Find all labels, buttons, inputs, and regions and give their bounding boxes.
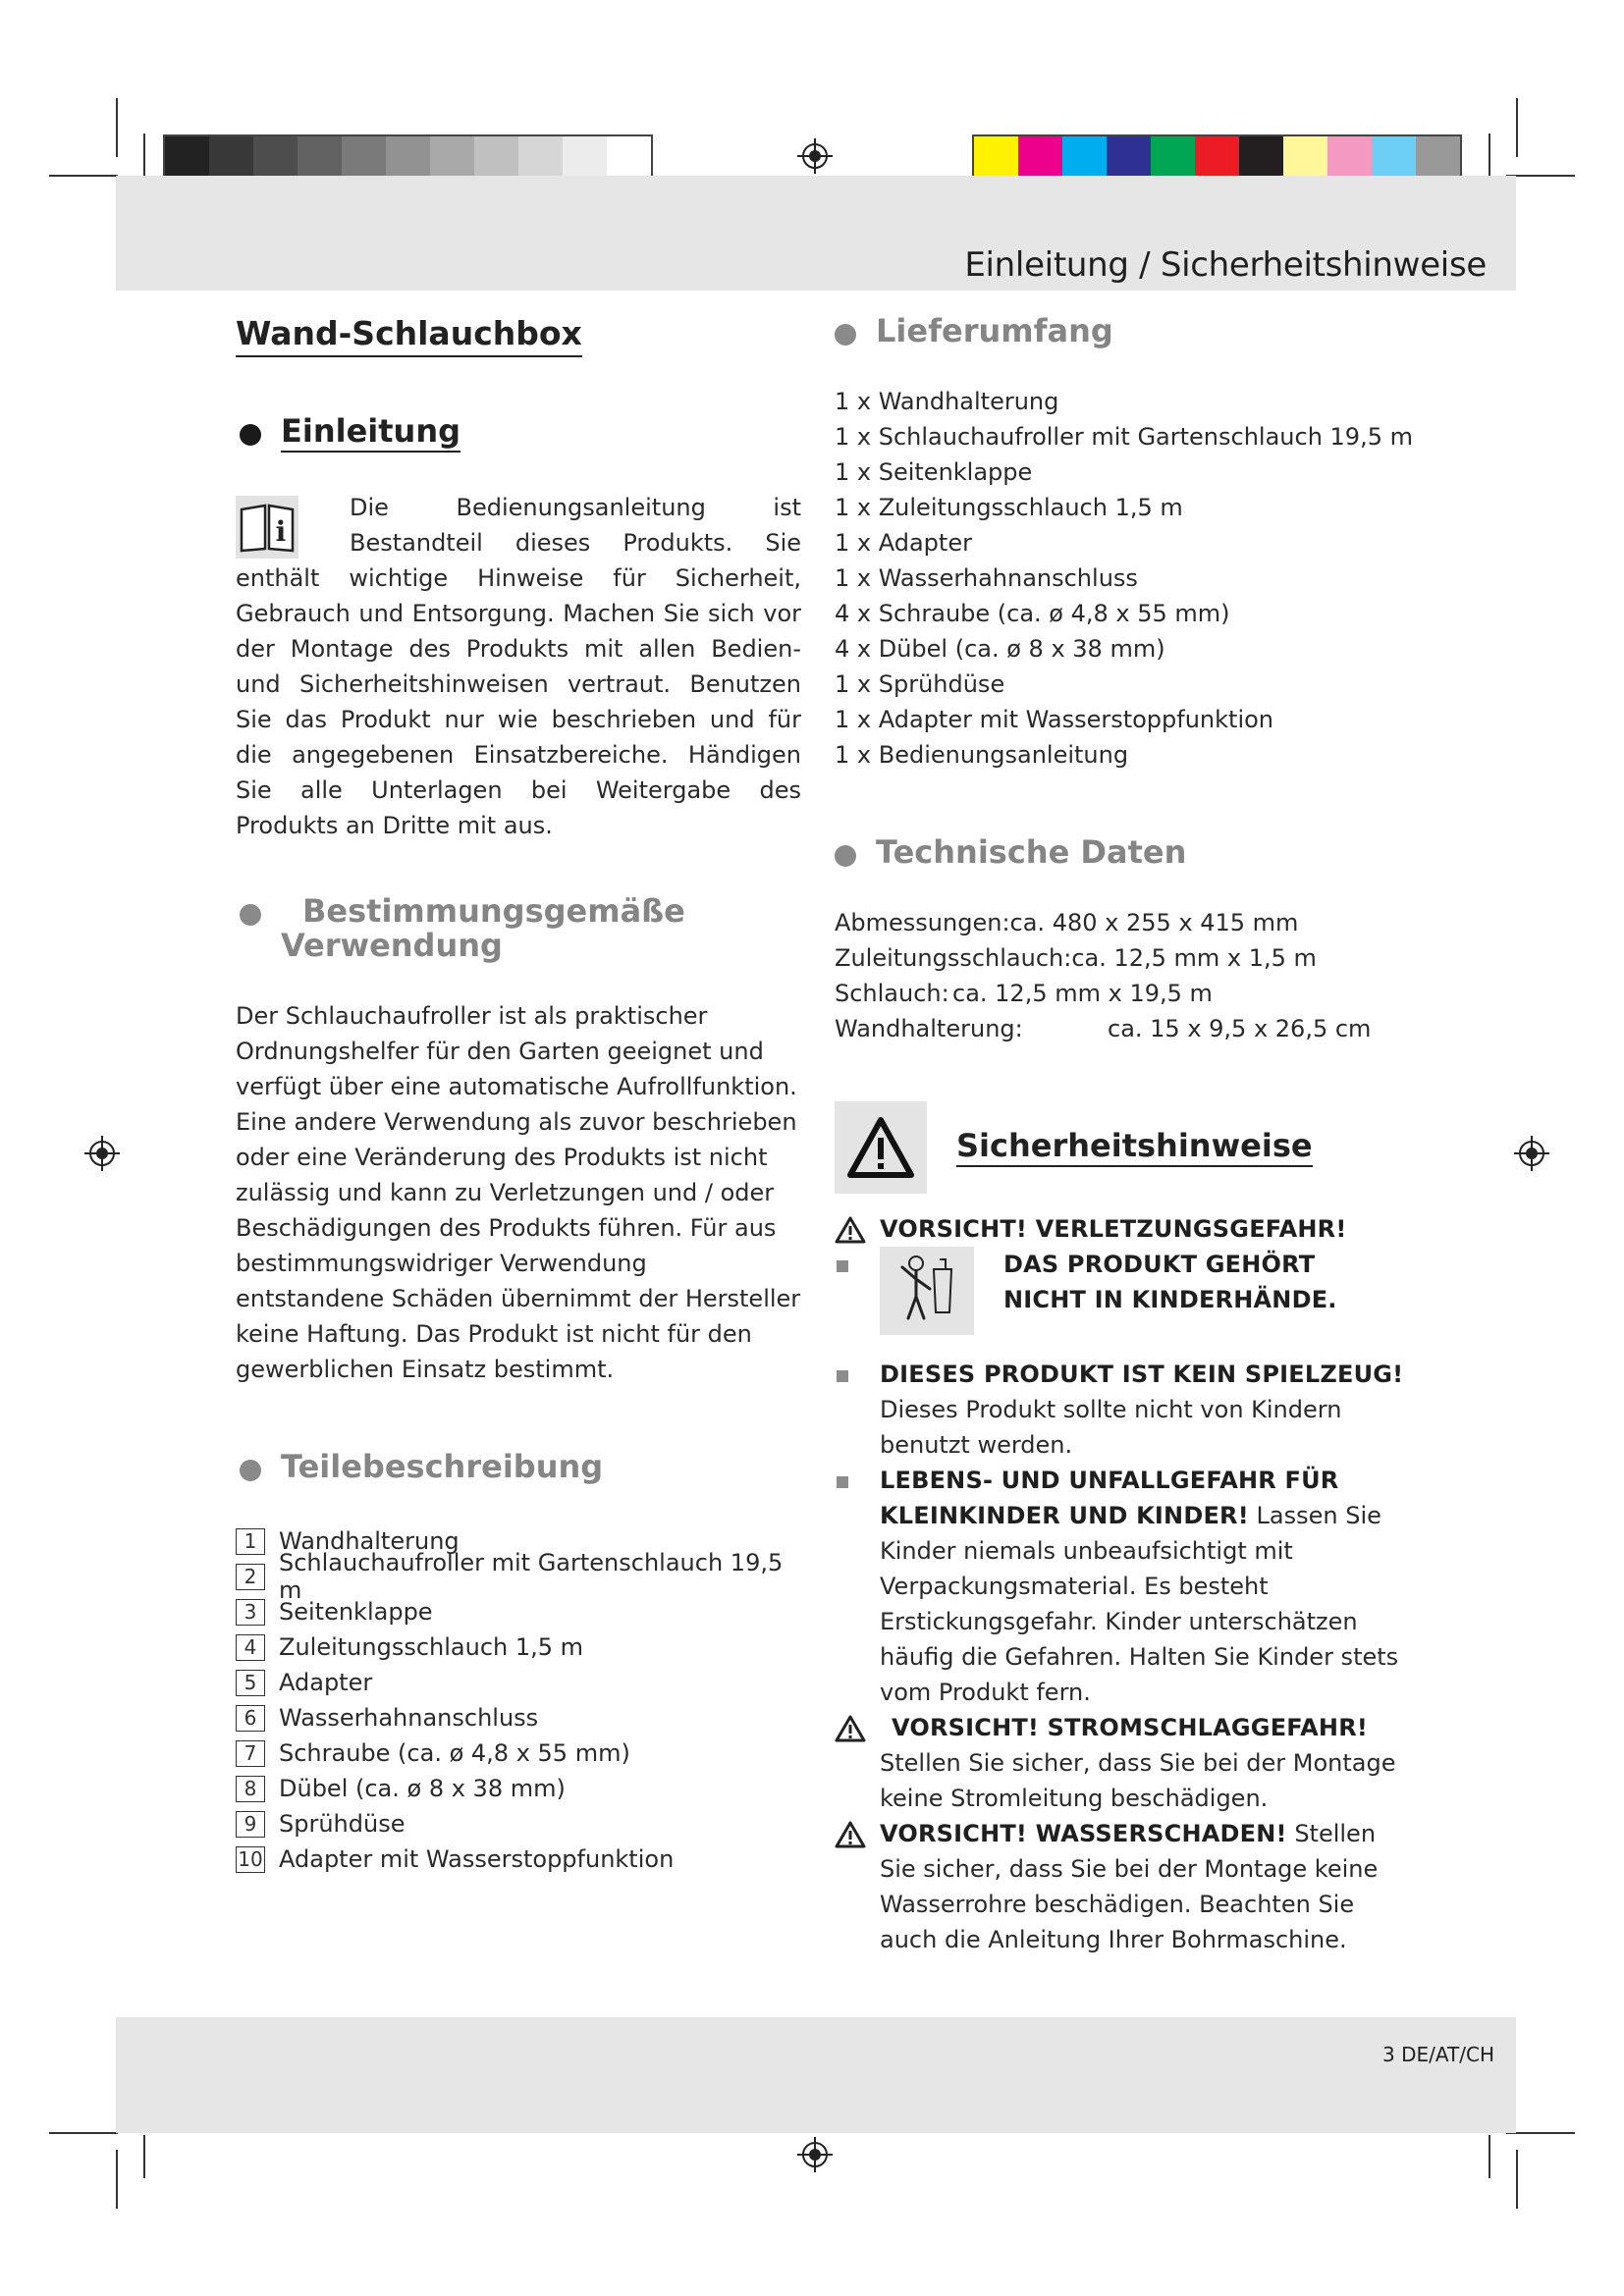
parts-list-item xyxy=(236,1549,801,1605)
electric-warning-text: Stellen Sie sicher, dass Sie bei der Montage keine Stromleitung beschädigen. xyxy=(880,1749,1396,1813)
parts-list-item xyxy=(236,1700,801,1735)
part-number: 4 xyxy=(236,1634,265,1661)
color-swatch xyxy=(1327,136,1372,176)
delivery-list-item: 1 x Bedienungsanleitung xyxy=(835,741,1129,770)
part-number: 7 xyxy=(236,1740,265,1767)
gray-swatch xyxy=(342,136,386,176)
einleitung-body xyxy=(236,490,801,843)
parts-list-item xyxy=(236,1842,801,1877)
header-title: Einleitung / Sicherheitshinweise xyxy=(964,245,1487,285)
warning-toy xyxy=(835,1357,1414,1463)
warning-triangle-icon xyxy=(835,1101,927,1194)
registration-mark-icon xyxy=(797,2137,833,2172)
delivery-list-item: 1 x Adapter xyxy=(835,529,972,558)
life-warning-heading: LEBENS- UND UNFALLGEFAHR FÜR KLEINKINDER UND KINDER! xyxy=(880,1467,1339,1530)
part-label: Dübel (ca. ø 8 x 38 mm) xyxy=(279,1775,566,1803)
part-label: Wasserhahnanschluss xyxy=(279,1704,539,1733)
warning-life xyxy=(835,1463,1414,1710)
color-swatch xyxy=(1195,136,1239,176)
delivery-list-item: 1 x Wasserhahnanschluss xyxy=(835,564,1138,593)
warning-water xyxy=(835,1816,1414,1957)
technical-value: ca. 15 x 9,5 x 26,5 cm xyxy=(1108,1015,1372,1043)
section-verwendung xyxy=(236,891,801,964)
section-heading: Einleitung xyxy=(281,414,460,453)
color-swatch xyxy=(1062,136,1107,176)
delivery-list-item: 1 x Wandhalterung xyxy=(835,388,1059,416)
page-header xyxy=(116,176,1516,291)
section-teilebeschreibung xyxy=(236,1450,801,1484)
part-label: Schraube (ca. ø 4,8 x 55 mm) xyxy=(279,1739,630,1768)
crop-mark xyxy=(116,98,118,157)
delivery-list-item: 1 x Zuleitungsschlauch 1,5 m xyxy=(835,494,1183,522)
gray-swatch xyxy=(430,136,474,176)
technical-value: ca. 12,5 mm x 1,5 m xyxy=(1071,944,1317,973)
crop-mark xyxy=(1489,2135,1490,2178)
part-label: Sprühdüse xyxy=(279,1810,406,1839)
parts-list-item xyxy=(236,1806,801,1842)
gray-calibration-bar xyxy=(163,134,653,178)
registration-mark-icon xyxy=(797,138,833,174)
water-warning-heading: VORSICHT! WASSERSCHADEN! xyxy=(880,1820,1287,1848)
square-bullet-icon xyxy=(837,1370,848,1382)
section-technische-daten xyxy=(831,835,1414,870)
warning-small-icon xyxy=(835,1715,866,1742)
gray-swatch xyxy=(165,136,209,176)
crop-mark xyxy=(1516,98,1518,157)
part-label: Adapter xyxy=(279,1669,373,1697)
parts-list xyxy=(236,1523,801,1877)
gray-swatch xyxy=(298,136,342,176)
document-title: Wand-Schlauchbox xyxy=(236,314,582,357)
delivery-list-item: 1 x Schlauchaufroller mit Gartenschlauch 19,5 m xyxy=(835,423,1413,452)
bullet-dot-icon xyxy=(240,424,261,446)
color-swatch xyxy=(1416,136,1460,176)
warning-small-icon xyxy=(835,1216,866,1244)
crop-mark xyxy=(1489,133,1490,177)
gray-swatch xyxy=(518,136,563,176)
registration-mark-icon xyxy=(1514,1136,1549,1171)
svg-text:i: i xyxy=(275,514,287,548)
color-swatch xyxy=(1018,136,1062,176)
warning-injury xyxy=(835,1211,1414,1247)
manual-info-icon xyxy=(236,496,298,559)
color-calibration-bar xyxy=(972,134,1462,178)
warning-small-icon xyxy=(835,1821,866,1848)
bullet-dot-icon xyxy=(240,904,261,926)
crop-mark xyxy=(49,175,118,177)
parts-list-item xyxy=(236,1735,801,1771)
part-number: 6 xyxy=(236,1705,265,1732)
section-lieferumfang xyxy=(831,314,1414,348)
part-label: Schlauchaufroller mit Gartenschlauch 19,5 m xyxy=(279,1549,784,1605)
technical-data-row xyxy=(835,976,1414,1011)
delivery-list-item: 4 x Schraube (ca. ø 4,8 x 55 mm) xyxy=(835,600,1230,628)
parts-list-item xyxy=(236,1665,801,1700)
bullet-dot-icon xyxy=(835,845,856,867)
crop-mark xyxy=(143,133,145,177)
section-einleitung xyxy=(236,411,801,453)
delivery-list xyxy=(835,384,1414,773)
life-warning-text: Lassen Sie Kinder niemals unbeaufsichtigt mit Verpackungsmaterial. Es besteht Erstickungsgefahr. Kinder unterschätzen häufig die Gefahren. Halten Sie Kinder stets vom Produkt fern. xyxy=(880,1502,1399,1707)
left-column xyxy=(236,314,801,1877)
part-label: Seitenklappe xyxy=(279,1598,433,1627)
children-warning-line: DAS PRODUKT GEHÖRT xyxy=(1003,1251,1316,1279)
kid-text xyxy=(1003,1247,1337,1317)
section-heading: Bestimmungsgemäße xyxy=(302,891,685,930)
color-swatch xyxy=(1283,136,1327,176)
section-heading: Technische Daten xyxy=(876,833,1187,872)
part-number: 8 xyxy=(236,1776,265,1802)
registration-mark-icon xyxy=(84,1136,120,1171)
color-swatch xyxy=(1107,136,1151,176)
toy-warning-heading: DIESES PRODUKT IST KEIN SPIELZEUG! xyxy=(880,1361,1404,1389)
part-label: Zuleitungsschlauch 1,5 m xyxy=(279,1633,584,1662)
crop-mark xyxy=(116,2150,118,2209)
kid-row xyxy=(880,1247,1414,1335)
parts-list-item xyxy=(236,1771,801,1806)
warning-text: VORSICHT! VERLETZUNGSGEFAHR! xyxy=(880,1215,1347,1244)
crop-mark xyxy=(1506,2132,1575,2134)
color-swatch xyxy=(1151,136,1195,176)
square-bullet-icon xyxy=(837,1476,848,1488)
gray-swatch xyxy=(253,136,298,176)
gray-swatch xyxy=(474,136,518,176)
delivery-list-item: 1 x Adapter mit Wasserstoppfunktion xyxy=(835,706,1274,734)
technical-label: Schlauch: xyxy=(835,980,949,1008)
gray-swatch xyxy=(209,136,253,176)
crop-mark xyxy=(143,2135,145,2178)
part-number: 10 xyxy=(236,1846,265,1873)
section-heading: Sicherheitshinweise xyxy=(956,1129,1313,1167)
gray-swatch xyxy=(607,136,651,176)
crop-mark xyxy=(49,2132,118,2134)
gray-swatch xyxy=(386,136,430,176)
toy-warning-text: Dieses Produkt sollte nicht von Kindern benutzt werden. xyxy=(880,1396,1342,1460)
technical-data xyxy=(835,905,1414,1046)
right-column xyxy=(835,314,1414,1957)
bullet-dot-icon xyxy=(240,1460,261,1481)
warning-children xyxy=(835,1247,1414,1335)
part-number: 9 xyxy=(236,1811,265,1838)
einleitung-text: Die Bedienungsanleitung ist Bestandteil dieses Produkts. Sie enthält wichtige Hinweise für Sicherheit, Gebrauch und Entsorgung. Machen Sie sich vor der Montage des Produkts mit allen Bedien- und Sicherheitshinweisen vertraut. Benutzen Sie das Produkt nur wie beschrieben und für die angegebenen Einsatzbereiche. Händigen Sie alle Unterlagen bei Weitergabe des Produkts an Dritte mit aus. xyxy=(236,493,801,839)
electric-warning-heading: VORSICHT! STROMSCHLAGGEFAHR! xyxy=(892,1714,1369,1742)
technical-data-row xyxy=(835,940,1414,976)
section-heading: Lieferumfang xyxy=(876,312,1113,349)
verwendung-text: Der Schlauchaufroller ist als praktischer Ordnungshelfer für den Garten geeignet und verfügt über eine automatische Aufrollfunktion. Eine andere Verwendung als zuvor beschrieben oder eine Veränderung des Produkts ist nicht zulässig und kann zu Verletzungen und / oder Beschädigungen des Produkts führen. Für aus bestimmungswidriger Verwendung entstandene Schäden übernimmt der Hersteller keine Haftung. Das Produkt ist nicht für den gewerblichen Einsatz bestimmt. xyxy=(236,1002,801,1384)
crop-mark xyxy=(1506,175,1575,177)
section-heading-continuation: Verwendung xyxy=(281,926,503,964)
delivery-list-item: 1 x Sprühdüse xyxy=(835,670,1005,699)
crop-mark xyxy=(1516,2150,1518,2209)
parts-list-item xyxy=(236,1629,801,1665)
part-number: 3 xyxy=(236,1599,265,1626)
technical-label: Wandhalterung: xyxy=(835,1015,1023,1043)
square-bullet-icon xyxy=(837,1260,848,1272)
delivery-list-item: 4 x Dübel (ca. ø 8 x 38 mm) xyxy=(835,635,1165,664)
page-number: 3 DE/AT/CH xyxy=(1382,2043,1494,2066)
color-swatch xyxy=(1239,136,1283,176)
color-swatch xyxy=(974,136,1018,176)
delivery-list-item: 1 x Seitenklappe xyxy=(835,458,1033,487)
section-sicherheitshinweise xyxy=(835,1101,1414,1194)
section-heading: Teilebeschreibung xyxy=(281,1448,604,1486)
technical-data-row xyxy=(835,1011,1414,1046)
water-warning-text: Stellen Sie sicher, dass Sie bei der Montage keine Wasserrohre beschädigen. Beachten Sie auch die Anleitung Ihrer Bohrmaschine. xyxy=(880,1820,1379,1954)
part-label: Adapter mit Wasserstoppfunktion xyxy=(279,1845,675,1874)
technical-value: ca. 12,5 mm x 19,5 m xyxy=(952,980,1213,1008)
part-label: Wandhalterung xyxy=(279,1527,460,1556)
technical-value: ca. 480 x 255 x 415 mm xyxy=(1009,909,1299,937)
warning-electric xyxy=(835,1710,1414,1816)
part-number: 2 xyxy=(236,1564,265,1590)
page-footer xyxy=(116,2017,1516,2133)
technical-label: Zuleitungsschlauch: xyxy=(835,944,1072,973)
technical-label: Abmessungen: xyxy=(835,909,1010,937)
color-swatch xyxy=(1372,136,1416,176)
part-number: 1 xyxy=(236,1528,265,1555)
gray-swatch xyxy=(563,136,607,176)
part-number: 5 xyxy=(236,1670,265,1696)
children-warning-line: NICHT IN KINDERHÄNDE. xyxy=(1003,1286,1337,1314)
child-warning-icon xyxy=(880,1247,974,1335)
bullet-dot-icon xyxy=(835,324,856,346)
technical-data-row xyxy=(835,905,1414,940)
